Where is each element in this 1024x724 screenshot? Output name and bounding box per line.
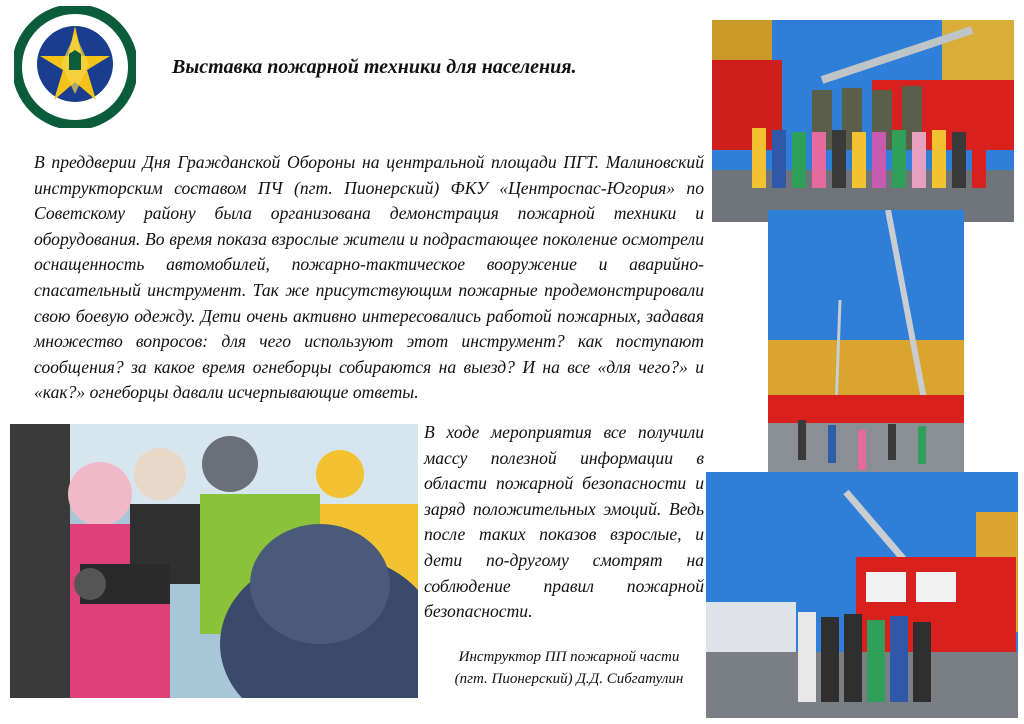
document-title: Выставка пожарной техники для населения. (172, 56, 577, 78)
side-paragraph: В ходе мероприятия все получили массу полезной информации в области пожарной безопасности и заряд положительных эмоций. Ведь после таких показов взрослые, и дети по-другому смотрят на соблюдение правил пожарной безопасности. (424, 422, 704, 622)
signature-line-1: Инструктор ПП пожарной части (458, 649, 680, 665)
photo-children-close-up (10, 424, 418, 698)
main-paragraph: В преддверии Дня Гражданской Обороны на центральной площади ПГТ. Малиновский инструкторским составом ПЧ (пгт. Пионерский) ФКУ «Центроспас-Югория» по Советскому району была организована демонстрация пожарной техники и оборудования. Во время показа взрослые жители и подрастающее поколение осмотрели оснащенность автомобилей, пожарно-тактическое вооружение и аварийно-спасательный инструмент. Так же присутствующим пожарные продемонстрировали свою боевую одежду. Дети очень активно интересовались работой пожарных, задавая множество вопросов: для чего используют этот инструмент? как поступают сообщения? за какое время огнеборцы собираются на выезд? И на все «для чего?» и «как?» огнеборцы давали исчерпывающие ответы. (34, 152, 704, 403)
emblem-star-icon (14, 6, 136, 128)
organization-logo (14, 6, 136, 128)
photo-children-near-fire-truck (706, 472, 1018, 718)
signature (424, 646, 714, 690)
photo-group-with-fire-trucks (712, 20, 1014, 222)
signature-line-2: (пгт. Пионерский) Д.Д. Сибгатулин (454, 671, 684, 687)
photo-ladder-truck (768, 210, 964, 490)
